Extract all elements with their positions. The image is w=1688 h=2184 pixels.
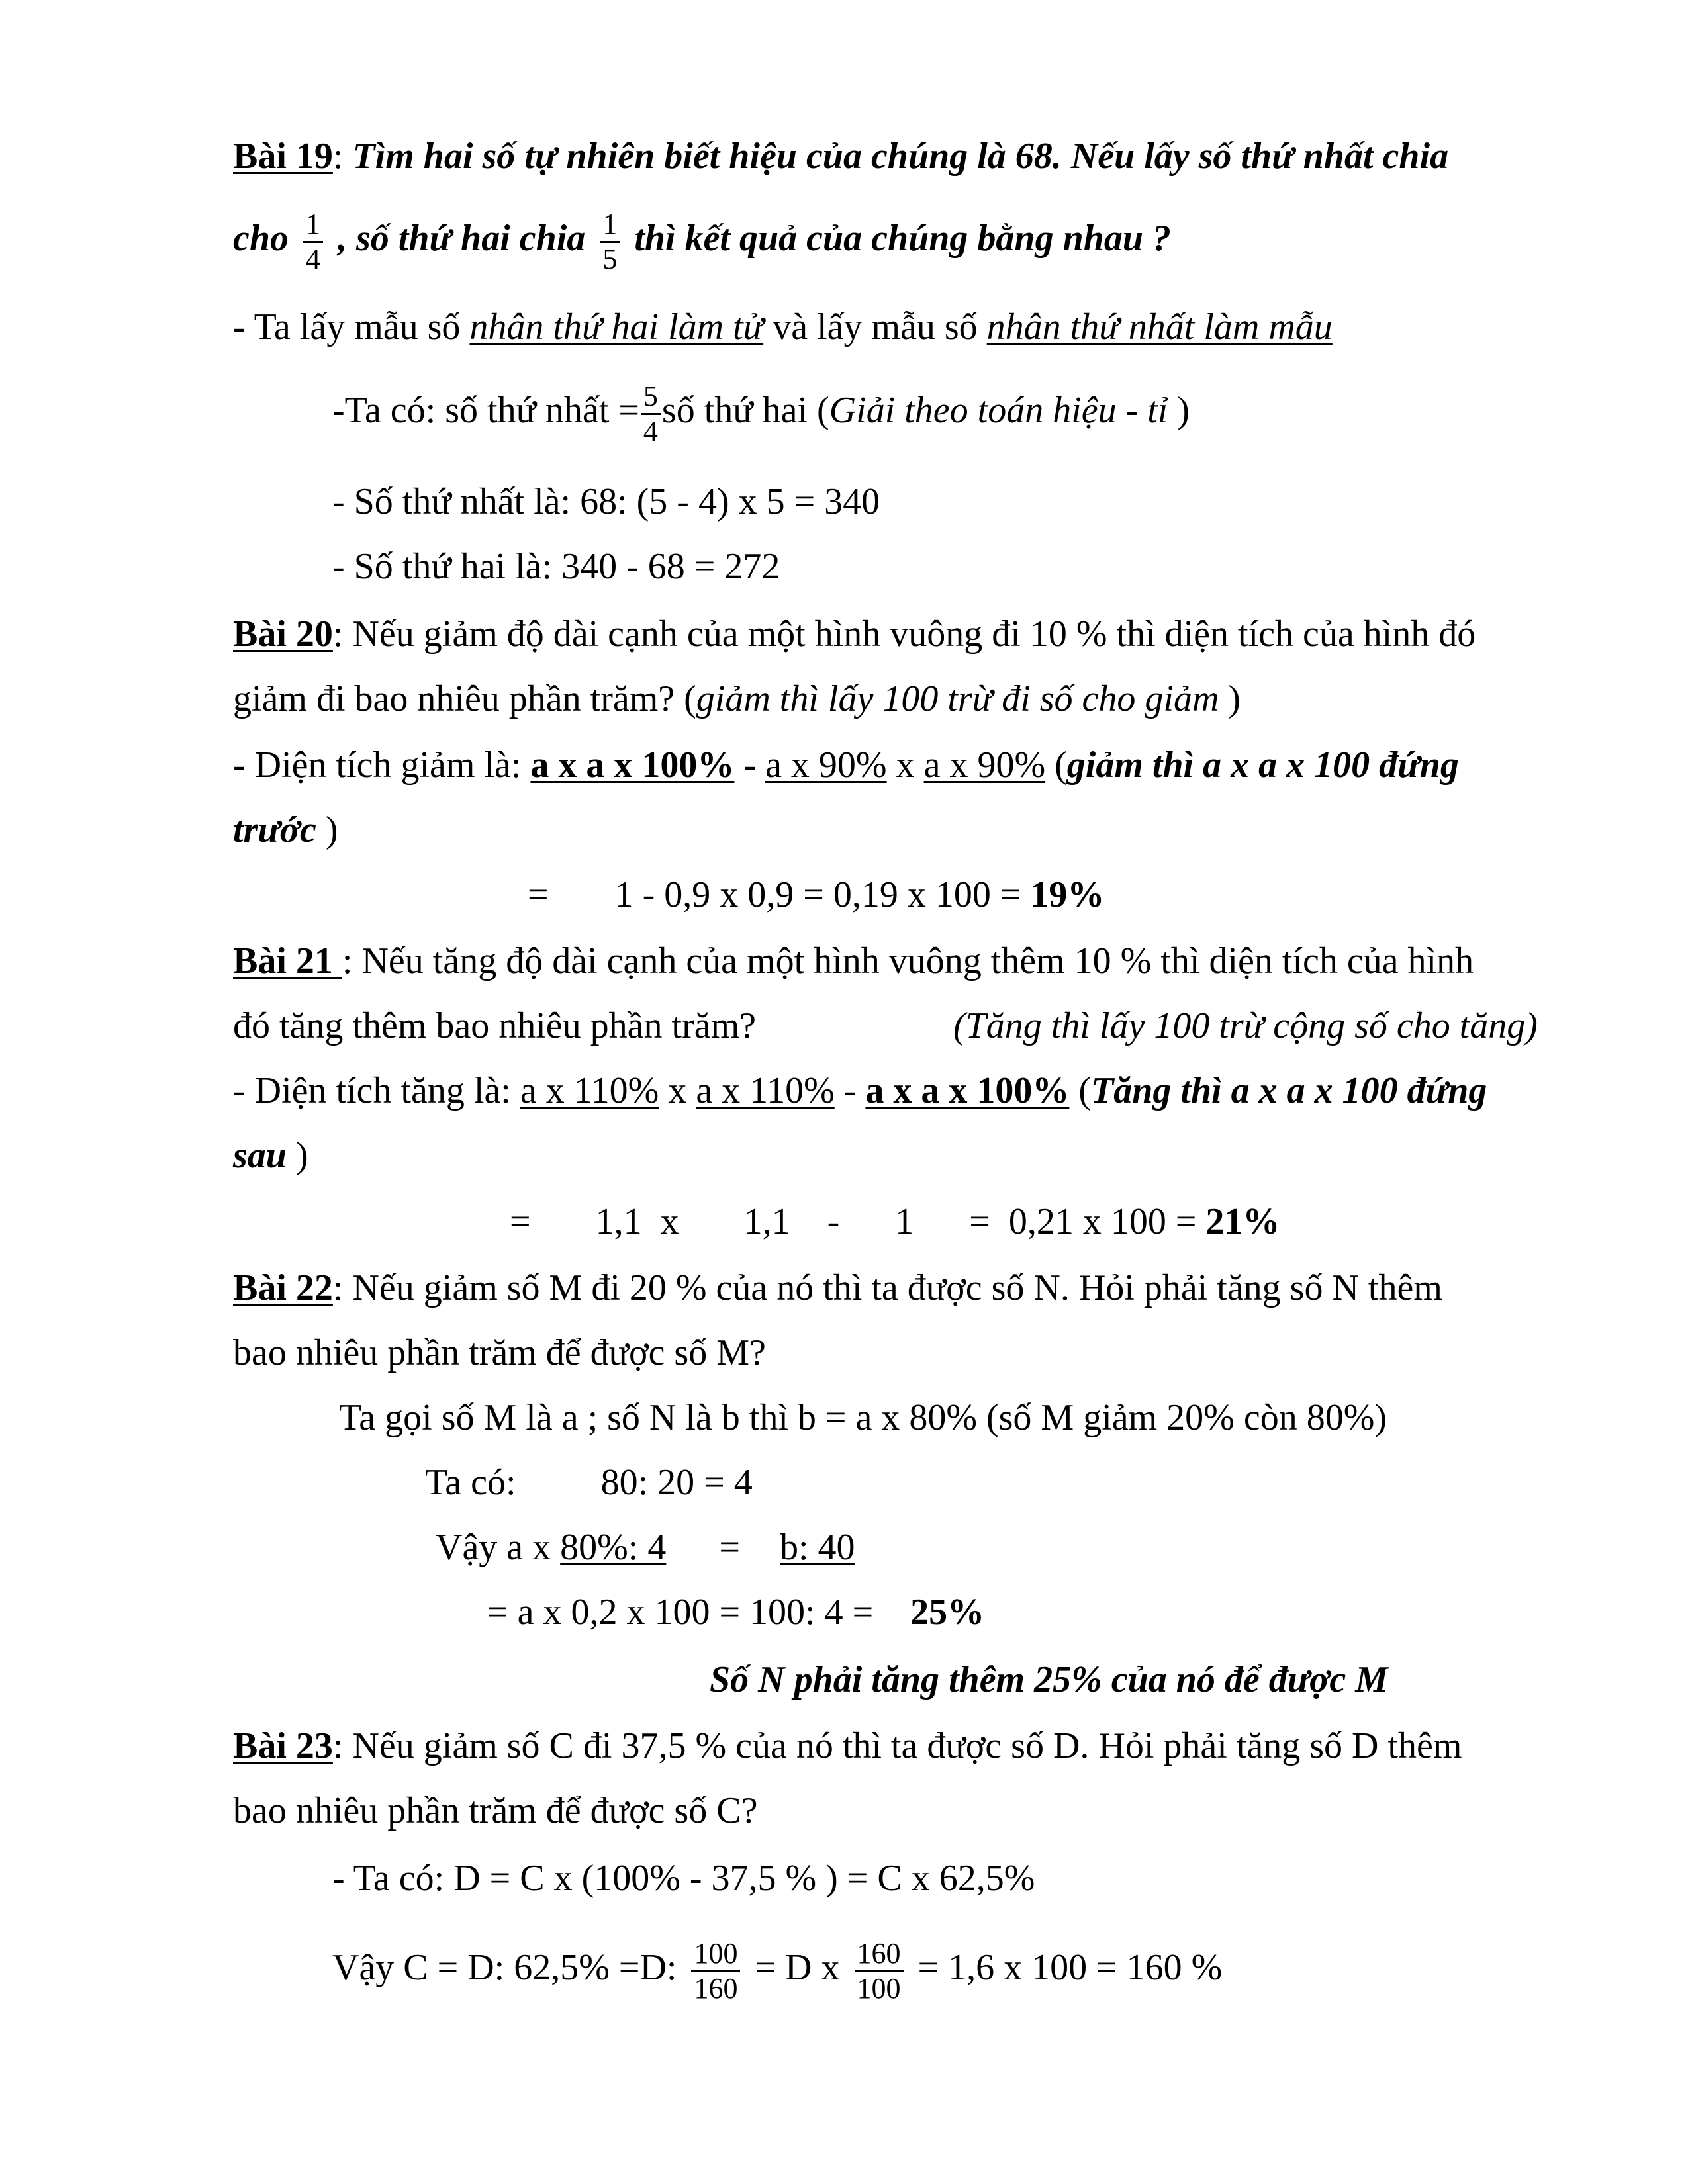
- fraction-160-over-100: $\frac{160}{100}$: [855, 1937, 904, 2005]
- bai21-solution-line2: sau ): [233, 1135, 308, 1176]
- bai22-step1: Ta gọi số M là a ; số N là b thì b = a x 80% (số M giảm 20% còn 80%): [339, 1397, 1387, 1438]
- bai19-step1: - Ta lấy mẫu số nhân thứ hai làm tử và lấy mẫu số nhân thứ nhất làm mẫu: [233, 306, 1333, 347]
- bai20-question-line1: Bài 20: Nếu giảm độ dài cạnh của một hình vuông đi 10 % thì diện tích của hình đó: [233, 614, 1476, 655]
- bai23-question-line1: Bài 23: Nếu giảm số C đi 37,5 % của nó thì ta được số D. Hỏi phải tăng số D thêm: [233, 1725, 1462, 1766]
- bai23-step2: Vậy C = D: 62,5% =D: $\frac{100}{160}$ = D x $\frac{160}{100}$ = 1,6 x 100 = 160 %: [332, 1936, 1223, 2005]
- bai22-label: Bài 22: [233, 1267, 333, 1308]
- bai20-question-line2: giảm đi bao nhiêu phần trăm? (giảm thì lấy 100 trừ đi số cho giảm ): [233, 678, 1241, 719]
- bai23-step1: - Ta có: D = C x (100% - 37,5 % ) = C x 62,5%: [332, 1858, 1035, 1899]
- bai20-result: = 1 - 0,9 x 0,9 = 0,19 x 100 = 19%: [528, 874, 1105, 915]
- fraction-one-fifth: $\frac{1}{5}$: [600, 208, 620, 276]
- bai22-question-line1: Bài 22: Nếu giảm số M đi 20 % của nó thì ta được số N. Hỏi phải tăng số N thêm: [233, 1267, 1442, 1308]
- bai19-step4: - Số thứ hai là: 340 - 68 = 272: [332, 546, 780, 587]
- bai21-result: = 1,1 x 1,1 - 1 = 0,21 x 100 = 21%: [510, 1201, 1280, 1242]
- bai19-title-line2: [233, 199, 1171, 278]
- bai22-step2: Ta có: 80: 20 = 4: [425, 1462, 753, 1503]
- bai22-step3: Vậy a x 80%: 4 = b: 40: [436, 1527, 855, 1568]
- bai21-solution-line1: - Diện tích tăng là: a x 110% x a x 110% - a x a x 100% (Tăng thì a x a x 100 đứng: [233, 1070, 1487, 1111]
- bai22-question-line2: bao nhiêu phần trăm để được số M?: [233, 1332, 766, 1373]
- bai20-solution-line2: trước ): [233, 809, 338, 850]
- bai19-question-end: thì kết quả của chúng bằng nhau ?: [634, 218, 1171, 259]
- bai19-label: Bài 19: [233, 136, 333, 177]
- bai23-question-line2: bao nhiêu phần trăm để được số C?: [233, 1790, 758, 1831]
- bai21-hint: (Tăng thì lấy 100 trừ cộng số cho tăng): [953, 1005, 1538, 1046]
- bai22-conclusion: Số N phải tăng thêm 25% của nó để được M: [710, 1659, 1389, 1700]
- bai19-cho: cho: [233, 218, 289, 259]
- bai21-question-line2: đó tăng thêm bao nhiêu phần trăm?: [233, 1005, 756, 1046]
- bai20-solution-line1: - Diện tích giảm là: a x a x 100% - a x 90% x a x 90% (giảm thì a x a x 100 đứng: [233, 745, 1459, 786]
- bai22-step4: = a x 0,2 x 100 = 100: 4 = 25%: [487, 1592, 985, 1633]
- bai19-title-line1: [233, 135, 1448, 177]
- bai19-sep: :: [332, 136, 344, 177]
- bai20-label: Bài 20: [233, 614, 333, 655]
- bai21-label: Bài 21: [233, 940, 342, 981]
- bai19-question-mid: , số thứ hai chia: [338, 218, 586, 259]
- fraction-five-quarters: $\frac{5}{4}$: [641, 380, 661, 448]
- bai23-label: Bài 23: [233, 1725, 333, 1766]
- bai19-question-part1: Tìm hai số tự nhiên biết hiệu của chúng là 68. Nếu lấy số thứ nhất chia: [343, 136, 1449, 177]
- bai19-step3: - Số thứ nhất là: 68: (5 - 4) x 5 = 340: [332, 481, 880, 522]
- fraction-100-over-160: $\frac{100}{160}$: [691, 1937, 740, 2005]
- bai19-step2: -Ta có: số thứ nhất = $\frac{5}{4}$ số thứ hai (Giải theo toán hiệu - tỉ ): [332, 379, 1190, 447]
- bai21-question-line1: Bài 21 : Nếu tăng độ dài cạnh của một hình vuông thêm 10 % thì diện tích của hình: [233, 940, 1474, 981]
- fraction-one-quarter: $\frac{1}{4}$: [303, 208, 323, 276]
